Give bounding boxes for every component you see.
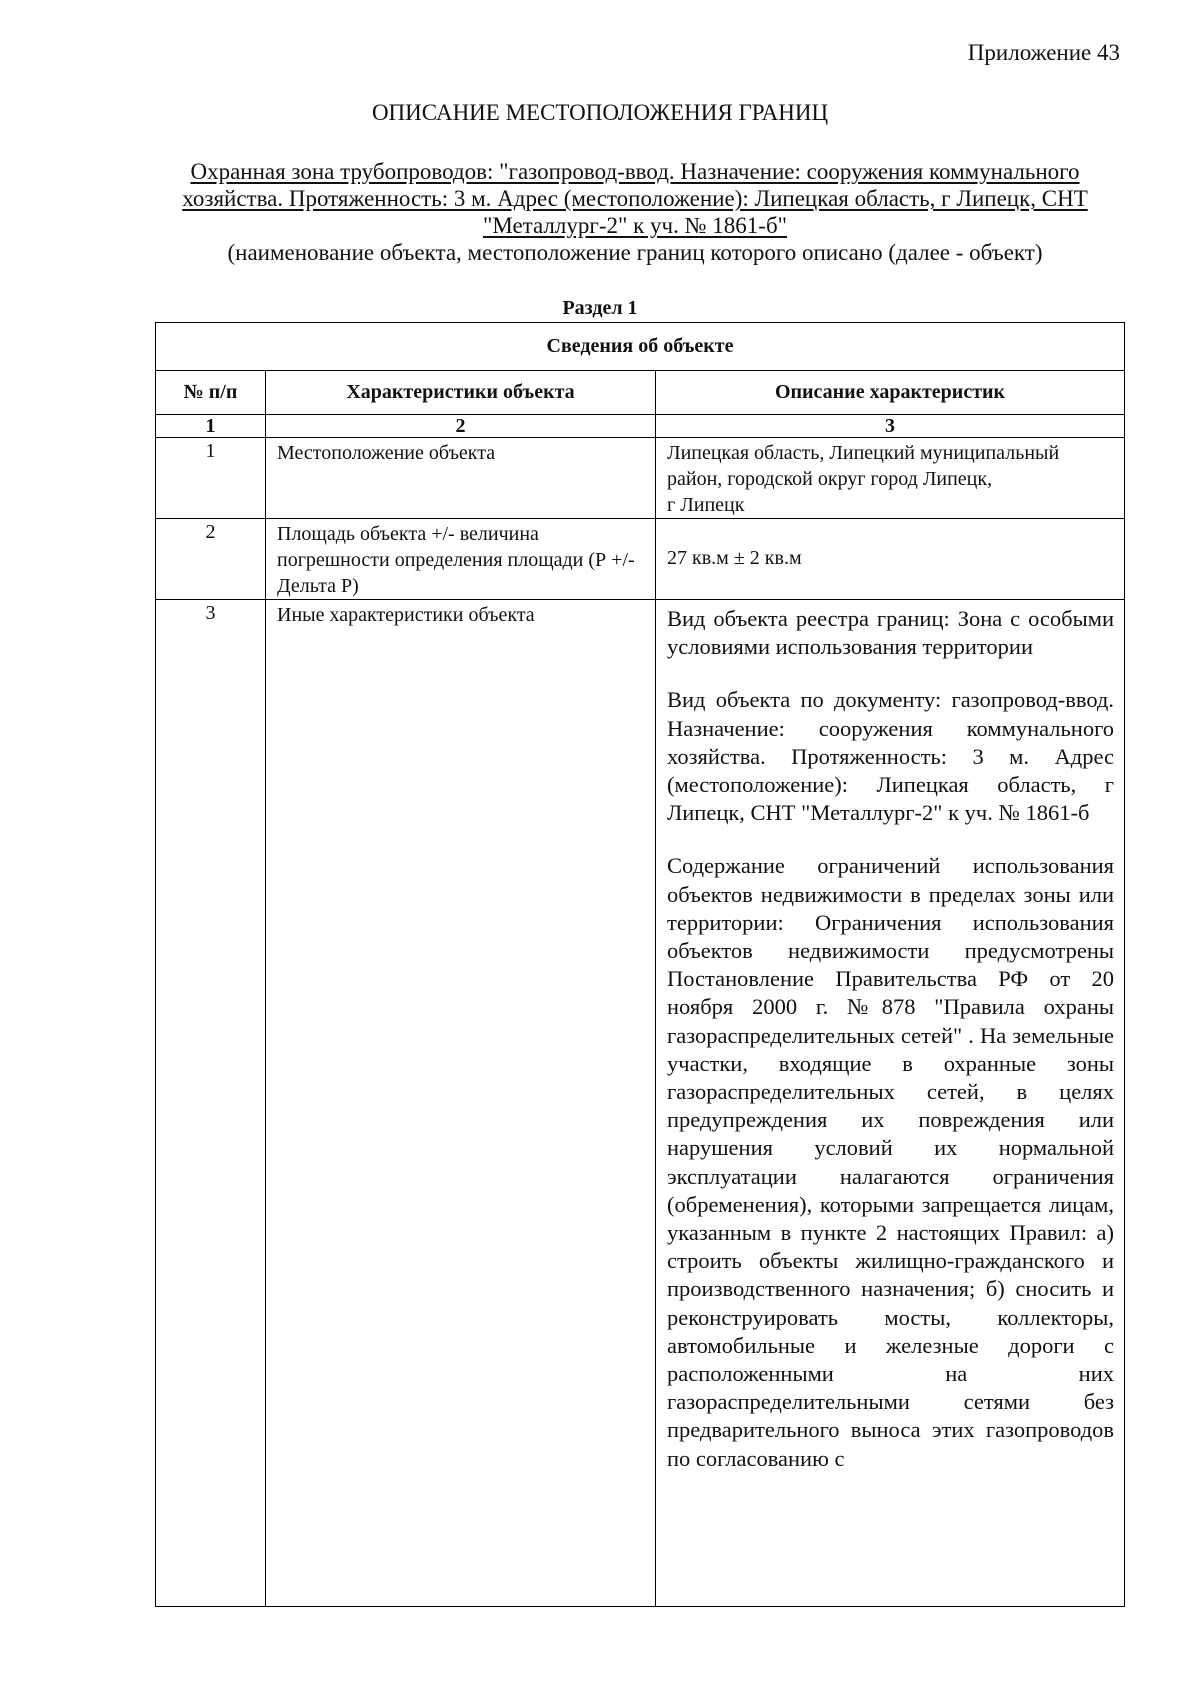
row-characteristic: Местоположение объекта	[266, 438, 656, 519]
row-description	[656, 600, 1125, 1607]
row-characteristic: Иные характеристики объекта	[266, 600, 656, 1607]
object-info-table	[155, 322, 1125, 1607]
document-title: ОПИСАНИЕ МЕСТОПОЛОЖЕНИЯ ГРАНИЦ	[371, 100, 829, 125]
row-number: 1	[156, 438, 266, 519]
area-value: 27 кв.м ± 2 кв.м	[667, 547, 802, 569]
table-row	[156, 438, 1125, 519]
row-characteristic: Площадь объекта +/- величина погрешности определения площади (Р +/- Дельта Р)	[266, 519, 656, 600]
column-number-row	[156, 415, 1125, 438]
row-number: 3	[156, 600, 266, 1607]
column-header-number: № п/п	[156, 371, 266, 415]
description-paragraph-restrictions: Содержание ограничений использования объектов недвижимости в пределах зоны или территории: Ограничения использования объектов недвижимости предусмотрены Постановление Правительства РФ от 20 ноября 2000 г. №878 "Правила охраны газораспределительных сетей" . На земельные участки, входящие в охранные зоны газораспределительных сетей, в целях предупреждения их повреждения или нарушения условий их нормальной эксплуатации налагаются ограничения (обременения), которыми запрещается лицам, указанным в пункте 2 настоящих Правил: а) строить объекты жилищно-гражданского и производственного назначения; б) сносить и реконструировать мосты, коллекторы, автомобильные и железные дороги с расположенными на них газораспределительными сетями без предварительного выноса этих газопроводов по согласованию с	[667, 853, 1115, 1471]
object-name-line-3: "Металлург-2" к уч. № 1861-б"	[482, 213, 788, 238]
row-description	[656, 519, 1125, 600]
column-number-3: 3	[656, 415, 1125, 438]
object-name-line-2: хозяйства. Протяженность: 3 м. Адрес (местоположение): Липецкая область, г Липецк, СНТ	[182, 186, 1088, 211]
section-title: Раздел 1	[562, 297, 638, 319]
table-caption-row	[156, 323, 1125, 371]
object-name-block	[150, 158, 1120, 266]
row-number: 2	[156, 519, 266, 600]
table-caption: Сведения об объекте	[156, 323, 1125, 371]
column-header-characteristic: Характеристики объекта	[266, 371, 656, 415]
description-paragraph-document-type: Вид объекта по документу: газопровод-ввод. Назначение: сооружения коммунального хозяйства. Протяженность: 3 м. Адрес (местоположение): Липецкая область, г Липецк, СНТ "Металлург-2" к уч. № 1861-б	[667, 687, 1115, 826]
table-header-row	[156, 371, 1125, 415]
object-name-line-1: Охранная зона трубопроводов: "газопровод-ввод. Назначение: сооружения коммунального	[190, 159, 1080, 184]
column-number-1: 1	[156, 415, 266, 438]
column-number-2: 2	[266, 415, 656, 438]
description-paragraph-registry-type: Вид объекта реестра границ: Зона с особыми условиями использования территории	[667, 606, 1115, 660]
appendix-label: Приложение 43	[967, 40, 1120, 65]
row-description: Липецкая область, Липецкий муниципальный район, городской округ город Липецк, г Липецк	[656, 438, 1125, 519]
object-name-caption: (наименование объекта, местоположение границ которого описано (далее - объект)	[227, 240, 1043, 265]
table-row	[156, 600, 1125, 1607]
column-header-description: Описание характеристик	[656, 371, 1125, 415]
table-row	[156, 519, 1125, 600]
